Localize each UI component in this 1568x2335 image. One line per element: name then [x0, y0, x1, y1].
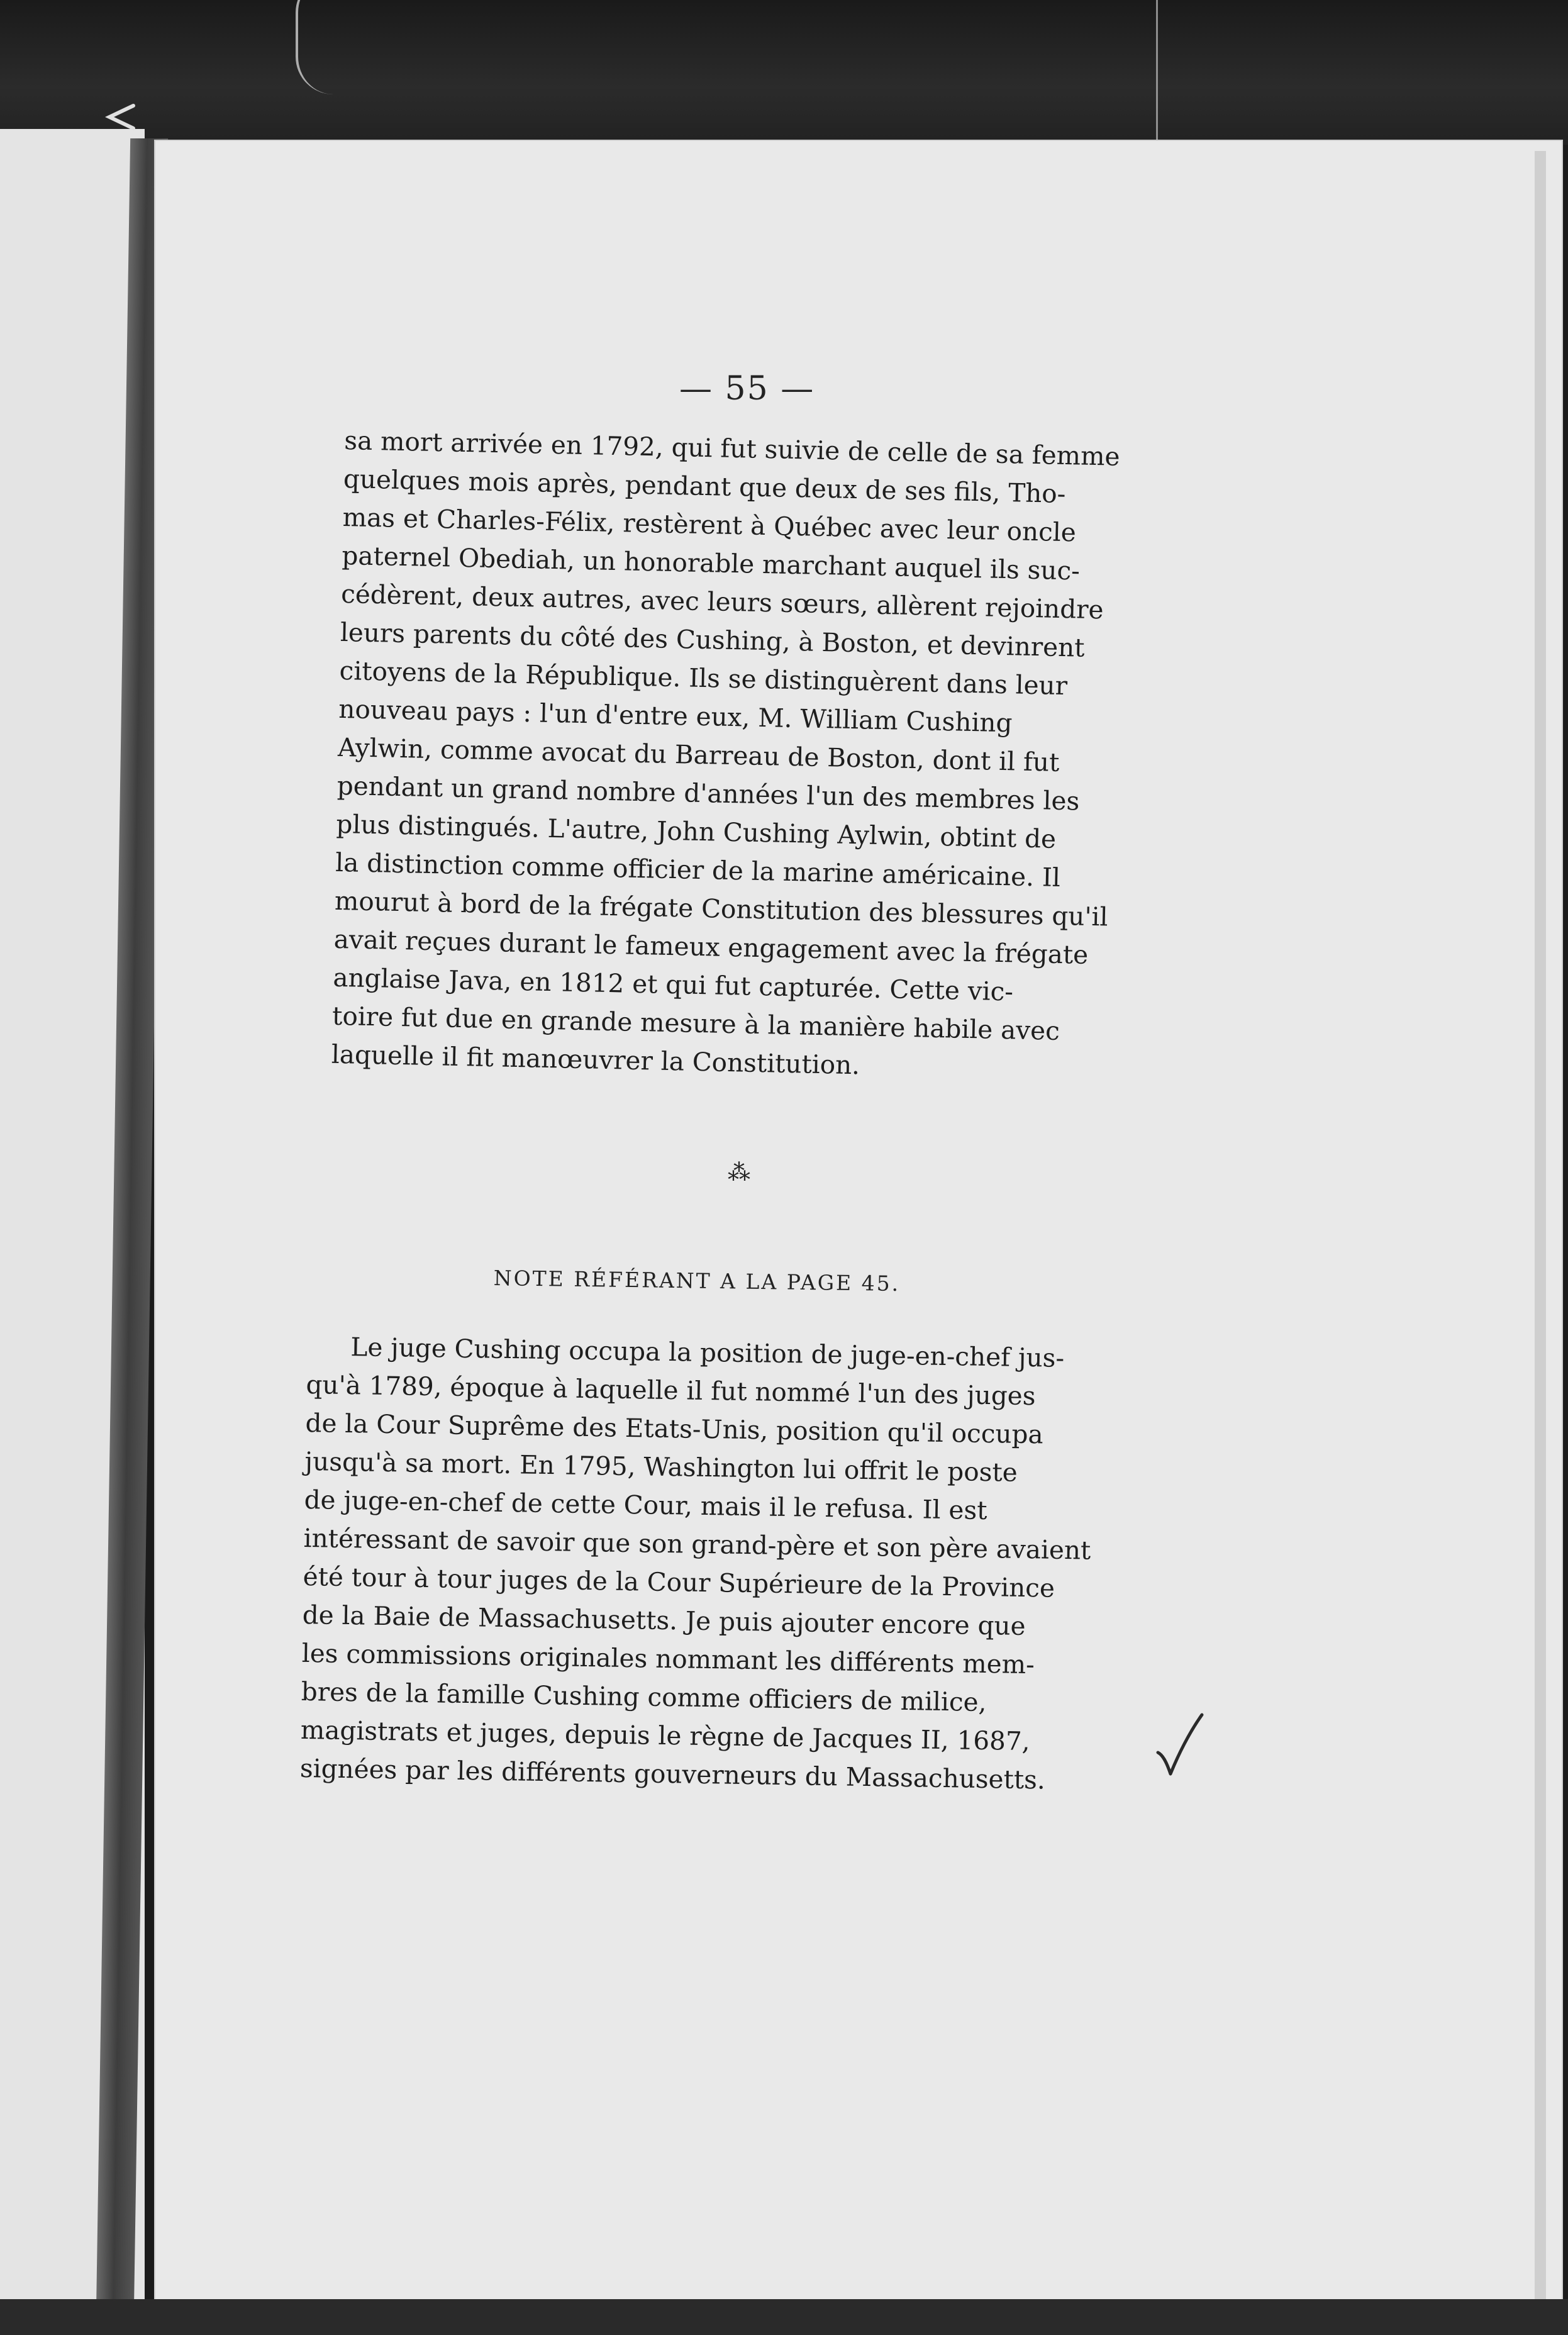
text-line: la distinction comme officier de la marine américaine. Il [335, 847, 1061, 893]
main-paragraph [331, 421, 1174, 1091]
scan-top-background [0, 0, 1568, 145]
note-heading: NOTE RÉFÉRANT A LA PAGE 45. [493, 1266, 901, 1296]
text-line: pendant un grand nombre d'années l'un des membres les [336, 770, 1080, 816]
text-line: citoyens de la République. Ils se distinguèrent dans leur [339, 655, 1068, 701]
text-line: sa mort arrivée en 1792, qui fut suivie de celle de sa femme [343, 425, 1120, 472]
text-line: toire fut due en grande mesure à la manière habile avec [331, 1000, 1060, 1047]
text-line: paternel Obediah, un honorable marchant auquel ils suc- [342, 540, 1081, 586]
handwritten-checkmark-icon [1154, 1711, 1204, 1780]
text-line: leurs parents du côté des Cushing, à Boston, et devinrent [340, 616, 1085, 663]
text-line: jusqu'à sa mort. En 1795, Washington lui offrit le poste [304, 1446, 1018, 1488]
text-line: cédèrent, deux autres, avec leurs sœurs, allèrent rejoindre [340, 578, 1104, 625]
page-number: — 55 — [679, 370, 815, 408]
text-line: Le juge Cushing occupa la position de juge-en-chef jus- [350, 1332, 1065, 1373]
text-line: nouveau pays : l'un d'entre eux, M. William Cushing [338, 693, 1013, 738]
text-line: bres de la famille Cushing comme officiers de milice, [301, 1676, 987, 1718]
scan-artifact-line [1156, 0, 1158, 157]
text-line: quelques mois après, pendant que deux de ses fils, Tho- [343, 463, 1066, 510]
text-line: mourut à bord de la frégate Constitution des blessures qu'il [334, 885, 1108, 932]
scan-bottom-background [0, 2299, 1568, 2335]
text-line: de juge-en-chef de cette Cour, mais il le refusa. Il est [304, 1484, 987, 1526]
text-line: qu'à 1789, époque à laquelle il fut nommé l'un des juges [306, 1369, 1036, 1412]
text-line: intéressant de savoir que son grand-père et son père avaient [303, 1522, 1091, 1566]
scan-corner-mark-icon [101, 101, 138, 132]
note-paragraph [300, 1327, 1143, 1801]
page-right-edge [1535, 151, 1546, 2302]
text-line: mas et Charles-Félix, restèrent à Québec avec leur oncle [342, 501, 1077, 548]
text-line: les commissions originales nommant les différents mem- [301, 1637, 1035, 1680]
scan-artifact-arc [296, 0, 374, 94]
section-separator-asterism: ⁂ [728, 1160, 750, 1186]
text-line: anglaise Java, en 1812 et qui fut capturée. Cette vic- [332, 962, 1014, 1007]
text-line: été tour à tour juges de la Cour Supérieure de la Province [303, 1561, 1055, 1603]
text-line: avait reçues durant le fameux engagement avec la frégate [333, 923, 1089, 970]
text-line: de la Baie de Massachusetts. Je puis ajouter encore que [302, 1599, 1026, 1642]
text-line: signées par les différents gouverneurs du Massachusetts. [299, 1753, 1046, 1795]
text-line: magistrats et juges, depuis le règne de Jacques II, 1687, [300, 1714, 1030, 1757]
text-line: laquelle il fit manœuvrer la Constitution. [331, 1039, 860, 1081]
text-line: plus distingués. L'autre, John Cushing Aylwin, obtint de [336, 808, 1057, 854]
text-line: Aylwin, comme avocat du Barreau de Boston, dont il fut [337, 732, 1060, 777]
text-line: de la Cour Suprême des Etats-Unis, position qu'il occupa [305, 1407, 1044, 1450]
